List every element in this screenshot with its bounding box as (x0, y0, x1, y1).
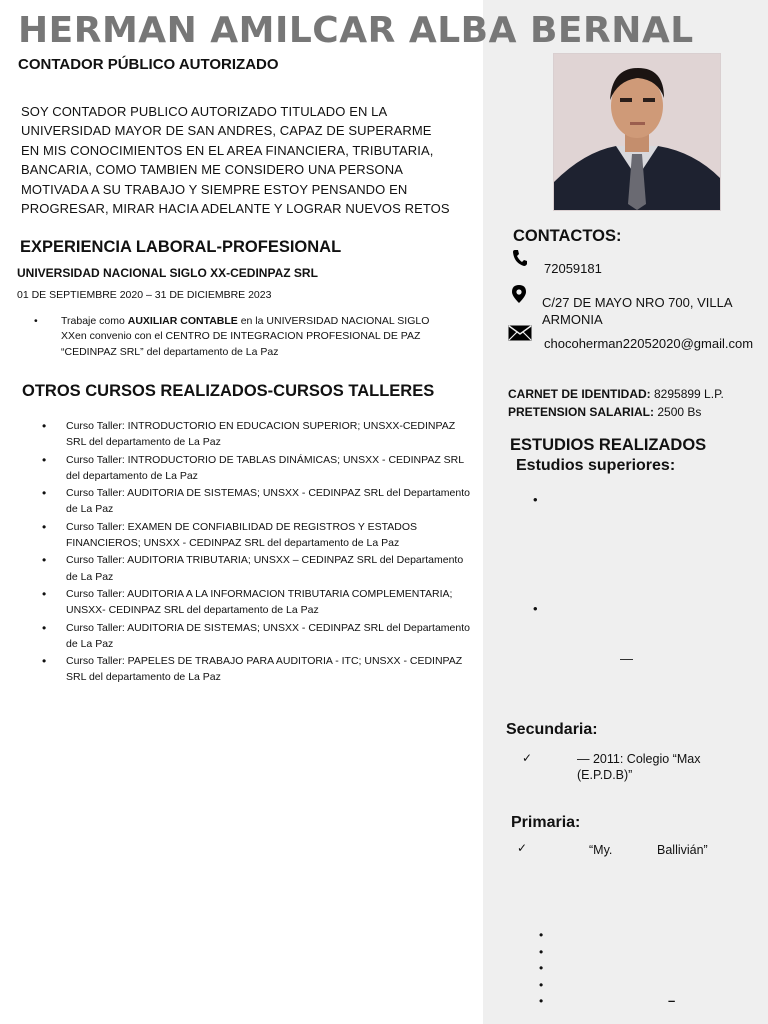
experience-heading: EXPERIENCIA LABORAL-PROFESIONAL (20, 238, 342, 256)
bullet-marker: • (539, 928, 544, 942)
dash-marker: – (668, 993, 676, 1008)
salary-label: PRETENSION SALARIAL: (508, 405, 655, 419)
bullet-marker: • (539, 994, 544, 1008)
higher-education-heading: Estudios superiores: (516, 457, 676, 474)
experience-description (61, 314, 450, 360)
location-pin-icon (512, 285, 526, 303)
course-item: • Curso Taller: AUDITORIA DE SISTEMAS; UNSXX - CEDINPAZ SRL del Departamento de La Paz (40, 485, 475, 517)
profile-photo (553, 53, 721, 211)
envelope-icon (508, 325, 532, 341)
email-link[interactable]: chocoherman22052020@gmail.com (544, 336, 754, 351)
experience-bullet (34, 314, 450, 360)
secondary-heading: Secundaria: (506, 721, 598, 738)
course-item: • Curso Taller: AUDITORIA TRIBUTARIA; UNSXX – CEDINPAZ SRL del Departamento de La Paz (40, 552, 475, 584)
experience-text-start: Trabaje como (61, 315, 128, 327)
contacts-heading: CONTACTOS: (513, 227, 622, 245)
checkmark-icon: ✓ (522, 751, 533, 765)
experience-role: AUXILIAR CONTABLE (127, 315, 238, 327)
experience-dates: 01 DE SEPTIEMBRE 2020 – 31 DE DICIEMBRE 2023 (17, 289, 272, 301)
bullet-marker: • (539, 978, 544, 992)
bullet-marker: • (533, 601, 538, 616)
experience-organization: UNIVERSIDAD NACIONAL SIGLO XX-CEDINPAZ SRL (17, 266, 318, 280)
id-card-label: CARNET DE IDENTIDAD: (508, 387, 651, 401)
course-item: • Curso Taller: INTRODUCTORIO EN EDUCACION SUPERIOR; UNSXX-CEDINPAZ SRL del departamento de La Paz (40, 418, 475, 450)
phone-number: 72059181 (544, 261, 602, 276)
primary-heading: Primaria: (511, 814, 581, 831)
candidate-name: HERMAN AMILCAR ALBA BERNAL (18, 10, 694, 51)
courses-heading: OTROS CURSOS REALIZADOS-CURSOS TALLERES (22, 382, 435, 400)
address: C/27 DE MAYO NRO 700, VILLA ARMONIA (542, 295, 732, 327)
course-item: • Curso Taller: EXAMEN DE CONFIABILIDAD DE REGISTROS Y ESTADOS FINANCIEROS; UNSXX - CEDINPAZ SRL del departamento de La Paz (40, 519, 475, 551)
phone-icon (512, 249, 528, 267)
primary-school-part: “My. (589, 843, 613, 857)
bullet-marker: • (533, 492, 538, 507)
course-item: • Curso Taller: AUDITORIA DE SISTEMAS; UNSXX - CEDINPAZ SRL del Departamento de La Paz (40, 620, 475, 652)
course-item: • Curso Taller: AUDITORIA A LA INFORMACION TRIBUTARIA COMPLEMENTARIA; UNSXX- CEDINPAZ SRL del departamento de La Paz (40, 586, 475, 618)
bullet-marker: • (539, 961, 544, 975)
course-item: • Curso Taller: PAPELES DE TRABAJO PARA AUDITORIA - ITC; UNSXX - CEDINPAZ SRL del departamento de La Paz (40, 653, 475, 685)
studies-heading: ESTUDIOS REALIZADOS (510, 436, 707, 454)
professional-title: CONTADOR PÚBLICO AUTORIZADO (18, 56, 279, 73)
dash-marker: — (620, 651, 633, 666)
id-card-value: 8295899 L.P. (650, 387, 724, 401)
bullet-marker: • (34, 315, 38, 327)
id-card-line (508, 387, 724, 401)
primary-school-part: Ballivián” (657, 843, 708, 857)
courses-list (40, 418, 475, 687)
experience-text-end: en la UNIVERSIDAD NACIONAL SIGLO XXen convenio con el CENTRO DE INTEGRACION PROFESIONAL DE PAZ “CEDINPAZ SRL” del departamento de La Paz (61, 315, 430, 358)
salary-line (508, 405, 701, 419)
bullet-marker: • (539, 945, 544, 959)
salary-value: 2500 Bs (654, 405, 702, 419)
secondary-school: — 2011: Colegio “Max (E.P.D.B)” (577, 752, 701, 782)
course-item: • Curso Taller: INTRODUCTORIO DE TABLAS DINÁMICAS; UNSXX - CEDINPAZ SRL del departamento de La Paz (40, 452, 475, 484)
profile-summary: SOY CONTADOR PUBLICO AUTORIZADO TITULADO EN LA UNIVERSIDAD MAYOR DE SAN ANDRES, CAPAZ DE SUPERARME EN MIS CONOCIMIENTOS EN EL AREA FINANCIERA, TRIBUTARIA, BANCARIA, COMO TAMBIEN ME CONSIDERO UNA PERSONA MOTIVADA A SU TRABAJO Y SIEMPRE ESTOY PENSANDO EN PROGRESAR, MIRAR HACIA ADELANTE Y LOGRAR NUEVOS RETOS (21, 104, 450, 217)
checkmark-icon: ✓ (517, 841, 528, 855)
